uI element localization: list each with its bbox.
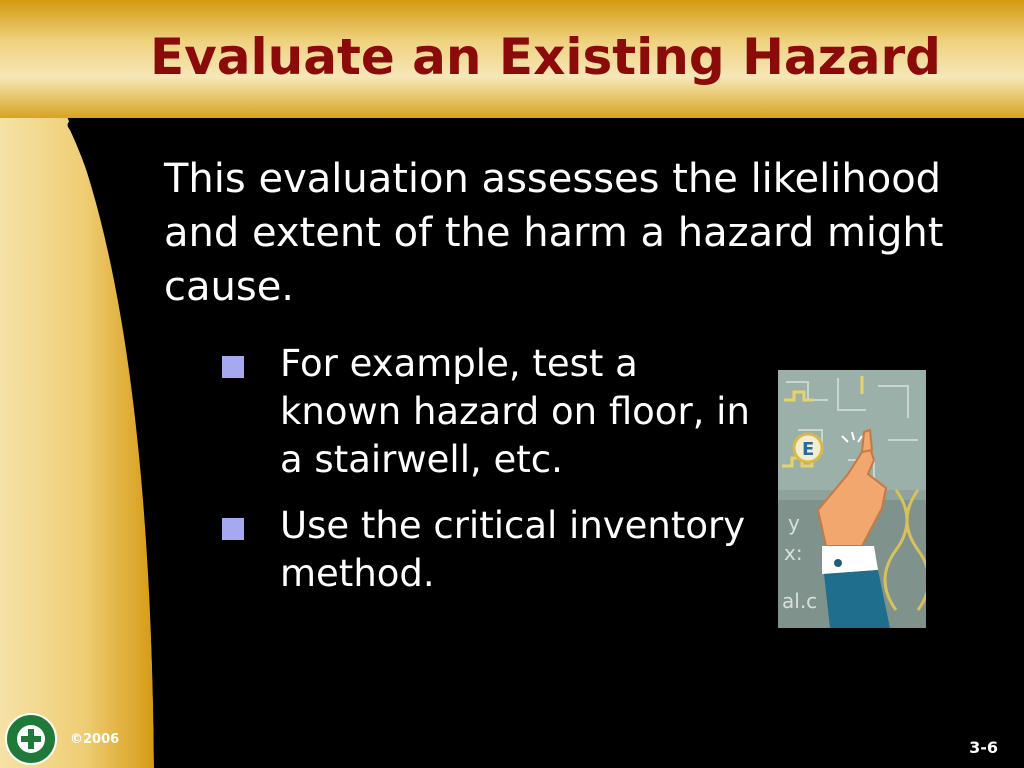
bullet-item xyxy=(218,340,758,484)
svg-text:al.c: al.c xyxy=(782,589,818,613)
bullet-item xyxy=(218,502,758,598)
slide-title: Evaluate an Existing Hazard xyxy=(150,28,941,86)
bullet-list xyxy=(218,340,758,616)
svg-text:y: y xyxy=(788,511,800,535)
intro-paragraph: This evaluation assesses the likelihood and extent of the harm a hazard might cause. xyxy=(164,156,944,310)
svg-text:x:: x: xyxy=(784,541,803,565)
national-safety-council-logo xyxy=(4,712,58,766)
square-bullet-icon xyxy=(222,356,244,378)
slide-number: 3-6 xyxy=(969,738,998,757)
copyright-text: ©2006 xyxy=(70,732,120,747)
bullet-text: For example, test a known hazard on floor, in a stairwell, etc. xyxy=(280,342,750,481)
square-bullet-icon xyxy=(222,518,244,540)
bullet-text: Use the critical inventory method. xyxy=(280,504,746,595)
svg-text:E: E xyxy=(802,439,815,460)
pointing-hand-illustration xyxy=(778,370,926,628)
